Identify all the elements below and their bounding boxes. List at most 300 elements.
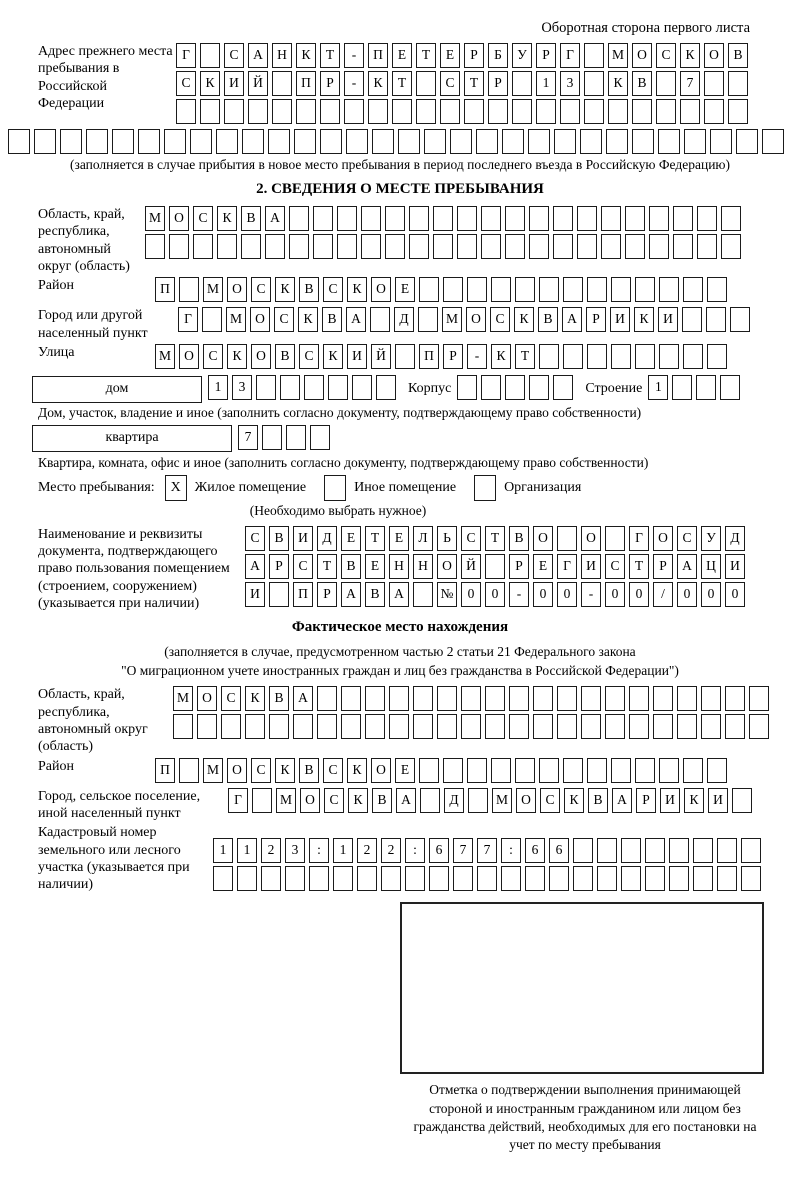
char-box[interactable] <box>429 866 449 891</box>
char-box[interactable] <box>217 234 237 259</box>
char-box[interactable] <box>677 714 697 739</box>
char-box[interactable]: С <box>299 344 319 369</box>
char-box[interactable] <box>112 129 134 154</box>
char-box[interactable]: Г <box>629 526 649 551</box>
char-box[interactable]: Е <box>392 43 412 68</box>
char-box[interactable] <box>721 234 741 259</box>
char-box[interactable]: К <box>275 758 295 783</box>
char-box[interactable] <box>584 71 604 96</box>
char-box[interactable]: О <box>169 206 189 231</box>
char-box[interactable]: 6 <box>549 838 569 863</box>
char-box[interactable] <box>505 375 525 400</box>
char-box[interactable] <box>294 129 316 154</box>
char-box[interactable] <box>584 43 604 68</box>
char-box[interactable] <box>677 686 697 711</box>
char-box[interactable]: В <box>275 344 295 369</box>
char-box[interactable]: О <box>251 344 271 369</box>
char-box[interactable]: Т <box>515 344 535 369</box>
char-box[interactable] <box>669 866 689 891</box>
char-box[interactable] <box>310 425 330 450</box>
char-box[interactable]: 1 <box>536 71 556 96</box>
char-box[interactable]: В <box>588 788 608 813</box>
char-box[interactable] <box>710 129 732 154</box>
char-box[interactable]: К <box>227 344 247 369</box>
char-box[interactable]: 2 <box>381 838 401 863</box>
char-box[interactable] <box>553 206 573 231</box>
char-box[interactable] <box>533 686 553 711</box>
char-box[interactable]: 0 <box>725 582 745 607</box>
char-box[interactable]: - <box>509 582 529 607</box>
char-box[interactable]: 2 <box>261 838 281 863</box>
char-box[interactable] <box>621 838 641 863</box>
char-box[interactable] <box>672 375 692 400</box>
char-box[interactable]: М <box>608 43 628 68</box>
char-box[interactable] <box>577 234 597 259</box>
char-box[interactable]: Р <box>443 344 463 369</box>
char-box[interactable]: Т <box>317 554 337 579</box>
char-box[interactable]: 0 <box>557 582 577 607</box>
char-box[interactable]: С <box>440 71 460 96</box>
char-box[interactable] <box>8 129 30 154</box>
char-box[interactable] <box>587 277 607 302</box>
char-box[interactable] <box>485 714 505 739</box>
char-box[interactable] <box>200 99 220 124</box>
char-box[interactable]: К <box>491 344 511 369</box>
char-box[interactable] <box>656 71 676 96</box>
char-box[interactable] <box>525 866 545 891</box>
char-box[interactable] <box>529 375 549 400</box>
char-box[interactable]: К <box>368 71 388 96</box>
char-box[interactable] <box>468 788 488 813</box>
char-box[interactable] <box>293 714 313 739</box>
char-box[interactable] <box>725 686 745 711</box>
char-box[interactable] <box>697 206 717 231</box>
char-box[interactable] <box>337 234 357 259</box>
char-box[interactable]: С <box>605 554 625 579</box>
char-box[interactable]: О <box>516 788 536 813</box>
char-box[interactable]: М <box>276 788 296 813</box>
char-box[interactable] <box>707 277 727 302</box>
char-box[interactable]: К <box>200 71 220 96</box>
char-box[interactable]: А <box>248 43 268 68</box>
char-box[interactable] <box>461 686 481 711</box>
char-box[interactable] <box>213 866 233 891</box>
char-box[interactable]: М <box>155 344 175 369</box>
char-box[interactable]: И <box>224 71 244 96</box>
char-box[interactable] <box>409 206 429 231</box>
char-box[interactable] <box>221 714 241 739</box>
char-box[interactable]: А <box>389 582 409 607</box>
char-box[interactable]: О <box>632 43 652 68</box>
checkbox-zhiloe-pomeshchenie[interactable]: X <box>165 475 187 501</box>
char-box[interactable]: А <box>346 307 366 332</box>
char-box[interactable] <box>741 838 761 863</box>
char-box[interactable]: Р <box>636 788 656 813</box>
char-box[interactable] <box>285 866 305 891</box>
char-box[interactable] <box>701 686 721 711</box>
char-box[interactable]: Т <box>464 71 484 96</box>
char-box[interactable] <box>457 234 477 259</box>
char-box[interactable]: - <box>581 582 601 607</box>
char-box[interactable]: С <box>224 43 244 68</box>
char-box[interactable]: О <box>227 758 247 783</box>
char-box[interactable] <box>635 758 655 783</box>
char-box[interactable] <box>409 234 429 259</box>
char-box[interactable]: Ь <box>437 526 457 551</box>
char-box[interactable]: Н <box>413 554 433 579</box>
char-box[interactable] <box>605 526 625 551</box>
char-box[interactable] <box>420 788 440 813</box>
char-box[interactable]: К <box>634 307 654 332</box>
char-box[interactable]: Й <box>248 71 268 96</box>
char-box[interactable] <box>553 375 573 400</box>
char-box[interactable] <box>701 714 721 739</box>
char-box[interactable]: И <box>245 582 265 607</box>
char-box[interactable] <box>632 129 654 154</box>
char-box[interactable]: Б <box>488 43 508 68</box>
char-box[interactable] <box>346 129 368 154</box>
char-box[interactable] <box>512 99 532 124</box>
char-box[interactable]: : <box>405 838 425 863</box>
char-box[interactable] <box>515 277 535 302</box>
char-box[interactable] <box>368 99 388 124</box>
char-box[interactable]: 7 <box>453 838 473 863</box>
char-box[interactable]: О <box>250 307 270 332</box>
char-box[interactable] <box>333 866 353 891</box>
char-box[interactable]: О <box>371 758 391 783</box>
char-box[interactable] <box>344 99 364 124</box>
char-box[interactable]: 7 <box>477 838 497 863</box>
char-box[interactable]: В <box>509 526 529 551</box>
char-box[interactable] <box>505 206 525 231</box>
char-box[interactable]: 3 <box>232 375 252 400</box>
char-box[interactable] <box>597 838 617 863</box>
char-box[interactable] <box>645 838 665 863</box>
char-box[interactable] <box>289 234 309 259</box>
char-box[interactable] <box>450 129 472 154</box>
char-box[interactable] <box>606 129 628 154</box>
char-box[interactable]: К <box>323 344 343 369</box>
char-box[interactable]: К <box>347 758 367 783</box>
char-box[interactable] <box>272 99 292 124</box>
char-box[interactable] <box>505 234 525 259</box>
char-box[interactable] <box>697 234 717 259</box>
char-box[interactable]: С <box>324 788 344 813</box>
checkbox-organizatsiya[interactable] <box>474 475 496 501</box>
char-box[interactable]: Т <box>485 526 505 551</box>
char-box[interactable] <box>717 838 737 863</box>
char-box[interactable] <box>580 129 602 154</box>
char-box[interactable] <box>256 375 276 400</box>
char-box[interactable] <box>200 43 220 68</box>
char-box[interactable] <box>413 582 433 607</box>
char-box[interactable] <box>237 866 257 891</box>
char-box[interactable]: : <box>501 838 521 863</box>
char-box[interactable]: А <box>265 206 285 231</box>
char-box[interactable] <box>265 234 285 259</box>
char-box[interactable] <box>601 234 621 259</box>
char-box[interactable] <box>304 375 324 400</box>
char-box[interactable] <box>245 714 265 739</box>
char-box[interactable] <box>557 686 577 711</box>
char-box[interactable] <box>563 758 583 783</box>
char-box[interactable] <box>433 206 453 231</box>
char-box[interactable] <box>320 129 342 154</box>
char-box[interactable]: О <box>437 554 457 579</box>
char-box[interactable]: О <box>300 788 320 813</box>
char-box[interactable] <box>605 714 625 739</box>
char-box[interactable]: М <box>145 206 165 231</box>
char-box[interactable] <box>597 866 617 891</box>
char-box[interactable]: К <box>348 788 368 813</box>
char-box[interactable] <box>440 99 460 124</box>
char-box[interactable] <box>424 129 446 154</box>
char-box[interactable]: С <box>323 758 343 783</box>
char-box[interactable] <box>461 714 481 739</box>
char-box[interactable]: А <box>562 307 582 332</box>
char-box[interactable] <box>320 99 340 124</box>
char-box[interactable] <box>313 234 333 259</box>
char-box[interactable] <box>732 788 752 813</box>
char-box[interactable] <box>625 234 645 259</box>
char-box[interactable]: К <box>296 43 316 68</box>
char-box[interactable] <box>557 714 577 739</box>
char-box[interactable]: Д <box>444 788 464 813</box>
char-box[interactable]: Й <box>371 344 391 369</box>
char-box[interactable]: № <box>437 582 457 607</box>
char-box[interactable] <box>437 714 457 739</box>
char-box[interactable] <box>696 375 716 400</box>
char-box[interactable] <box>341 714 361 739</box>
char-box[interactable] <box>693 866 713 891</box>
char-box[interactable] <box>587 758 607 783</box>
char-box[interactable]: Г <box>178 307 198 332</box>
char-box[interactable]: В <box>299 758 319 783</box>
char-box[interactable] <box>539 277 559 302</box>
char-box[interactable] <box>395 344 415 369</box>
char-box[interactable]: 1 <box>333 838 353 863</box>
char-box[interactable]: В <box>632 71 652 96</box>
char-box[interactable] <box>269 582 289 607</box>
char-box[interactable] <box>416 71 436 96</box>
char-box[interactable] <box>581 714 601 739</box>
char-box[interactable] <box>309 866 329 891</box>
char-box[interactable]: М <box>442 307 462 332</box>
char-box[interactable]: 3 <box>560 71 580 96</box>
char-box[interactable]: 1 <box>648 375 668 400</box>
char-box[interactable] <box>190 129 212 154</box>
char-box[interactable] <box>389 686 409 711</box>
char-box[interactable]: / <box>653 582 673 607</box>
char-box[interactable]: В <box>241 206 261 231</box>
char-box[interactable] <box>749 714 769 739</box>
char-box[interactable] <box>491 277 511 302</box>
char-box[interactable] <box>563 277 583 302</box>
char-box[interactable] <box>242 129 264 154</box>
char-box[interactable]: С <box>176 71 196 96</box>
char-box[interactable] <box>557 526 577 551</box>
char-box[interactable] <box>361 234 381 259</box>
char-box[interactable] <box>216 129 238 154</box>
char-box[interactable] <box>268 129 290 154</box>
char-box[interactable] <box>605 686 625 711</box>
char-box[interactable] <box>528 129 550 154</box>
char-box[interactable] <box>707 758 727 783</box>
char-box[interactable]: Р <box>536 43 556 68</box>
char-box[interactable]: А <box>677 554 697 579</box>
char-box[interactable] <box>608 99 628 124</box>
char-box[interactable] <box>563 344 583 369</box>
char-box[interactable] <box>352 375 372 400</box>
char-box[interactable] <box>457 206 477 231</box>
char-box[interactable] <box>625 206 645 231</box>
char-box[interactable]: Е <box>365 554 385 579</box>
char-box[interactable] <box>649 206 669 231</box>
char-box[interactable]: И <box>660 788 680 813</box>
char-box[interactable]: В <box>269 686 289 711</box>
char-box[interactable]: 6 <box>525 838 545 863</box>
char-box[interactable] <box>554 129 576 154</box>
char-box[interactable]: О <box>371 277 391 302</box>
char-box[interactable] <box>381 866 401 891</box>
char-box[interactable] <box>313 206 333 231</box>
char-box[interactable]: С <box>293 554 313 579</box>
char-box[interactable] <box>683 758 703 783</box>
char-box[interactable]: К <box>347 277 367 302</box>
char-box[interactable]: Е <box>341 526 361 551</box>
char-box[interactable]: О <box>653 526 673 551</box>
char-box[interactable]: В <box>341 554 361 579</box>
char-box[interactable]: М <box>173 686 193 711</box>
char-box[interactable] <box>549 866 569 891</box>
char-box[interactable]: 3 <box>285 838 305 863</box>
char-box[interactable] <box>601 206 621 231</box>
char-box[interactable] <box>328 375 348 400</box>
char-box[interactable] <box>341 686 361 711</box>
char-box[interactable] <box>261 866 281 891</box>
char-box[interactable]: И <box>725 554 745 579</box>
char-box[interactable] <box>629 714 649 739</box>
char-box[interactable]: : <box>309 838 329 863</box>
char-box[interactable] <box>560 99 580 124</box>
char-box[interactable] <box>437 686 457 711</box>
char-box[interactable] <box>361 206 381 231</box>
char-box[interactable] <box>658 129 680 154</box>
char-box[interactable]: С <box>251 277 271 302</box>
char-box[interactable]: П <box>293 582 313 607</box>
char-box[interactable]: Т <box>365 526 385 551</box>
char-box[interactable] <box>416 99 436 124</box>
char-box[interactable] <box>659 344 679 369</box>
char-box[interactable] <box>248 99 268 124</box>
char-box[interactable] <box>539 758 559 783</box>
char-box[interactable]: О <box>197 686 217 711</box>
char-box[interactable] <box>365 714 385 739</box>
char-box[interactable]: Р <box>317 582 337 607</box>
char-box[interactable] <box>485 686 505 711</box>
char-box[interactable] <box>357 866 377 891</box>
char-box[interactable] <box>539 344 559 369</box>
char-box[interactable] <box>673 234 693 259</box>
char-box[interactable] <box>509 714 529 739</box>
char-box[interactable] <box>252 788 272 813</box>
char-box[interactable]: С <box>540 788 560 813</box>
char-box[interactable]: И <box>610 307 630 332</box>
char-box[interactable]: 7 <box>238 425 258 450</box>
char-box[interactable] <box>481 375 501 400</box>
char-box[interactable] <box>581 686 601 711</box>
char-box[interactable]: 0 <box>701 582 721 607</box>
char-box[interactable]: 0 <box>533 582 553 607</box>
char-box[interactable]: С <box>251 758 271 783</box>
char-box[interactable]: П <box>155 277 175 302</box>
char-box[interactable] <box>173 714 193 739</box>
char-box[interactable] <box>86 129 108 154</box>
char-box[interactable]: 1 <box>213 838 233 863</box>
char-box[interactable] <box>653 686 673 711</box>
char-box[interactable] <box>629 686 649 711</box>
char-box[interactable] <box>611 344 631 369</box>
char-box[interactable] <box>673 206 693 231</box>
char-box[interactable] <box>684 129 706 154</box>
char-box[interactable]: Е <box>395 758 415 783</box>
char-box[interactable]: С <box>221 686 241 711</box>
char-box[interactable] <box>485 554 505 579</box>
char-box[interactable]: Е <box>389 526 409 551</box>
char-box[interactable] <box>224 99 244 124</box>
char-box[interactable] <box>60 129 82 154</box>
char-box[interactable]: Е <box>395 277 415 302</box>
char-box[interactable] <box>488 99 508 124</box>
char-box[interactable] <box>280 375 300 400</box>
char-box[interactable] <box>529 206 549 231</box>
char-box[interactable]: Р <box>488 71 508 96</box>
char-box[interactable] <box>370 307 390 332</box>
char-box[interactable] <box>491 758 511 783</box>
char-box[interactable] <box>584 99 604 124</box>
char-box[interactable]: - <box>344 71 364 96</box>
char-box[interactable]: Р <box>269 554 289 579</box>
char-box[interactable] <box>704 71 724 96</box>
char-box[interactable] <box>481 206 501 231</box>
char-box[interactable]: Д <box>725 526 745 551</box>
char-box[interactable]: С <box>461 526 481 551</box>
char-box[interactable] <box>413 686 433 711</box>
char-box[interactable] <box>680 99 700 124</box>
char-box[interactable]: Р <box>320 71 340 96</box>
char-box[interactable] <box>202 307 222 332</box>
char-box[interactable] <box>289 206 309 231</box>
char-box[interactable] <box>611 758 631 783</box>
char-box[interactable] <box>653 714 673 739</box>
char-box[interactable] <box>269 714 289 739</box>
char-box[interactable] <box>433 234 453 259</box>
char-box[interactable] <box>509 686 529 711</box>
char-box[interactable] <box>453 866 473 891</box>
char-box[interactable] <box>728 99 748 124</box>
char-box[interactable] <box>464 99 484 124</box>
char-box[interactable] <box>457 375 477 400</box>
char-box[interactable]: П <box>368 43 388 68</box>
char-box[interactable]: Т <box>416 43 436 68</box>
char-box[interactable] <box>467 277 487 302</box>
char-box[interactable] <box>721 206 741 231</box>
char-box[interactable]: Е <box>440 43 460 68</box>
char-box[interactable] <box>413 714 433 739</box>
char-box[interactable] <box>317 714 337 739</box>
char-box[interactable] <box>272 71 292 96</box>
char-box[interactable] <box>477 866 497 891</box>
